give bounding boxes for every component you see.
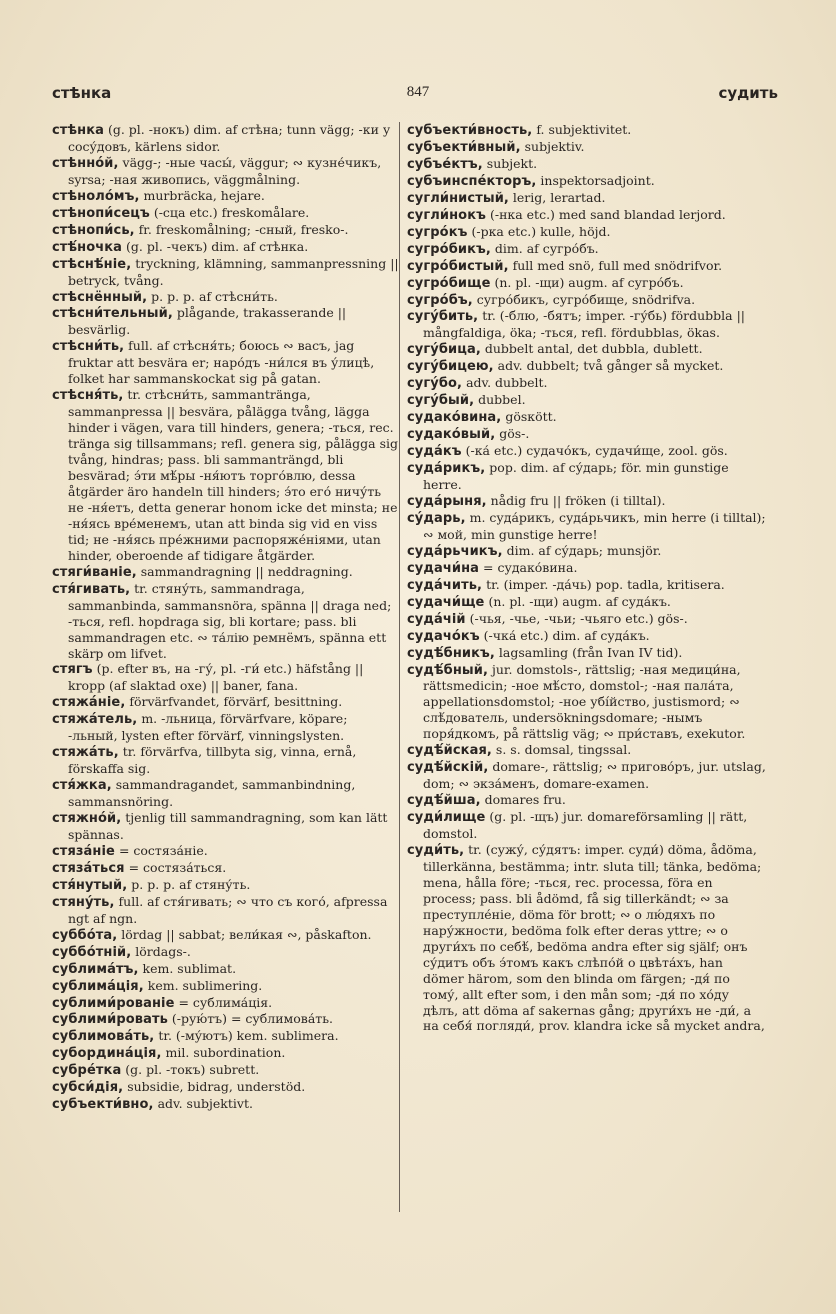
- definition: m. -льница, förvärfvare, köpare; -льный, lysten efter förvärf, vinningslysten.: [68, 711, 348, 744]
- dictionary-entry: [52, 661, 400, 694]
- definition: full med snö, full med snödrifvor.: [508, 257, 723, 273]
- headword: судачи́ще: [407, 594, 485, 610]
- dictionary-entry: [52, 843, 400, 860]
- headword: суда́рыня,: [407, 493, 487, 509]
- dictionary-entry: [52, 1062, 400, 1079]
- definition: domare-, rättslig; ∾ пригово́ръ, jur. utslag, dom; ∾ экза́менъ, domare-examen.: [423, 759, 766, 792]
- headword: сублимова́ть,: [52, 1029, 155, 1045]
- dictionary-entry: [52, 338, 400, 387]
- headword: субре́тка: [52, 1063, 122, 1079]
- dictionary-entry: [52, 1045, 400, 1062]
- definition: nådig fru || fröken (i tilltal).: [486, 492, 666, 508]
- headword: судако́вина,: [407, 410, 502, 426]
- dictionary-entry: [407, 156, 767, 173]
- headword: сугу́бить,: [407, 309, 479, 325]
- headword: сугу́бицею,: [407, 359, 494, 375]
- dictionary-entry: [407, 275, 767, 292]
- definition: mil. subordination.: [161, 1045, 286, 1061]
- definition: lerig, lerartad.: [508, 189, 606, 205]
- definition: subjektiv.: [520, 138, 585, 154]
- headword: сугу́бо,: [407, 376, 463, 392]
- dictionary-entry: [52, 877, 400, 894]
- definition: (-чка́ etc.) dim. af суда́къ.: [479, 627, 650, 643]
- definition: (-рка etc.) kulle, höjd.: [467, 223, 611, 239]
- headword: стягъ: [52, 662, 93, 678]
- definition: lördags-.: [131, 943, 191, 959]
- dictionary-entry: [52, 222, 400, 239]
- dictionary-entry: [52, 777, 400, 810]
- dictionary-entry: [52, 944, 400, 961]
- headword: стѣнопи́сецъ: [52, 205, 150, 221]
- running-head-left: стѣнка: [52, 84, 112, 102]
- dictionary-entry: [52, 205, 400, 222]
- dictionary-entry: [407, 510, 767, 543]
- dictionary-entry: [52, 387, 400, 563]
- dictionary-entry: [52, 239, 400, 256]
- definition: tryckning, klämning, sammanpressning || betryck, tvång.: [68, 255, 399, 288]
- headword: сублима́ція,: [52, 978, 144, 994]
- definition: (g. pl. -чекъ) dim. af стѣнка.: [122, 238, 309, 254]
- right-column: [407, 122, 767, 1034]
- dictionary-entry: [407, 742, 767, 759]
- dictionary-entry: [407, 594, 767, 611]
- headword: субъинспе́кторъ,: [407, 173, 537, 189]
- headword: сублими́ровать: [52, 1012, 168, 1028]
- definition: subjekt.: [482, 155, 538, 171]
- headword: стяза́ться: [52, 860, 125, 876]
- definition: vägg-; -ные часы́, väggur; ∾ кузне́чикъ, syrsa; -ная живопись, väggmålning.: [68, 154, 382, 187]
- headword: субъекти́вность,: [407, 123, 533, 138]
- headword: стяги́ваніе,: [52, 564, 137, 580]
- dictionary-entry: [407, 443, 767, 460]
- dictionary-entry: [52, 810, 400, 843]
- definition: sammandragning || neddragning.: [136, 563, 353, 579]
- definition: tr. стѣсни́ть, sammanträngа, sammanpressa || besvära, pålägga tvång, lägga hinder i vägen, vara till hinders, genera; -ться, rec. tränga sig tillsammans; refl. genera sig, pålägga sig tvång, hindras; pass. bli sammanträngd, bli besvärad; э́ти мѣ́ры -ня́ютъ торго́влю, dessa åtgärder äro handeln till hinders; э́то его́ ничу́ть не -ня́етъ, detta generar honom icke det minsta; не -ня́ясь вре́менемъ, utan att binda sig vid en viss tid; не -ня́ясь пре́жними распоряже́ніями, utan hinder, oberoende af tidigare åtgärder.: [68, 387, 399, 563]
- definition: kem. sublimering.: [143, 977, 263, 993]
- definition: tr. (-блю, -бятъ; imper. -гу́бь) fördubbla || mångfaldiga, öka; -ться, refl. fördubblas, ökas.: [423, 308, 746, 341]
- headword: суббо́та,: [52, 927, 118, 943]
- dictionary-entry: [52, 1096, 400, 1113]
- definition: inspektorsadjoint.: [536, 172, 655, 188]
- dictionary-entry: [407, 341, 767, 358]
- headword: стяза́ніе: [52, 843, 115, 859]
- column-divider: [399, 122, 400, 1212]
- dictionary-entry: [52, 711, 400, 744]
- headword: суда́рьчикъ,: [407, 543, 503, 559]
- definition: dubbelt antal, det dubbla, dublett.: [480, 341, 703, 357]
- headword: субъекти́вный,: [407, 139, 521, 155]
- headword: субъе́ктъ,: [407, 156, 483, 172]
- dictionary-entry: [52, 564, 400, 581]
- definition: tr. förvärfva, tillbyta sig, vinna, ernå, förskaffa sig.: [68, 744, 357, 777]
- dictionary-entry: [407, 611, 767, 628]
- headword: суди́лище: [407, 810, 486, 826]
- dictionary-entry: [407, 662, 767, 743]
- definition: full. af стѣсня́ть; боюсь ∾ васъ, jag fruktar att besvära er; наро́дъ -ни́лся въ у́лицѣ, folket har sammanskockat sig på gatan.: [68, 338, 375, 387]
- dictionary-entry: [52, 1011, 400, 1028]
- definition: (-чья, -чье, -чьи; -чьяго etc.) gös-.: [465, 610, 688, 626]
- headword: стѣнно́й,: [52, 155, 119, 171]
- definition: dim. af сугро́бъ.: [490, 240, 599, 256]
- definition: adv. subjektivt.: [153, 1096, 253, 1112]
- dictionary-entry: [407, 543, 767, 560]
- definition: full. af стя́гивать; ∾ что съ кого́, afpressa ngt af ngn.: [68, 893, 388, 926]
- headword: суди́ть,: [407, 842, 465, 858]
- definition: tr. (imper. -да́чь) pop. tadla, kritisera.: [482, 576, 725, 592]
- headword: стѣноло́мъ,: [52, 188, 140, 204]
- definition: subsidie, bidrag, understöd.: [123, 1079, 306, 1095]
- definition: = сублима́ція.: [174, 994, 273, 1010]
- definition: (p. efter въ, на -гу́, pl. -ги́ etc.) häfstång || kropp (af slaktad oxe) || baner, fana.: [68, 661, 364, 694]
- definition: dim. af су́дарь; munsjör.: [502, 542, 662, 558]
- definition: (-рую́тъ) = сублимова́ть.: [167, 1011, 333, 1027]
- left-column: [52, 122, 400, 1113]
- definition: plågande, trakasserande || besvärlig.: [68, 305, 347, 338]
- headword: судѣ́йскій,: [407, 760, 489, 776]
- dictionary-entry: [407, 241, 767, 258]
- headword: судако́вый,: [407, 427, 496, 443]
- headword: стяжно́й,: [52, 811, 122, 827]
- headword: суда́рикъ,: [407, 461, 486, 477]
- headword: судѣ́йша,: [407, 793, 481, 809]
- definition: jur. domstols-, rättslig; -ная медици́на, rättsmedicin; -ное мѣ́сто, domstol-; -ная пала́та, appellationsdomstol; -ное убі́йство, justismord; ∾ слѣ́дователь, undersökningsdomare; -нымъ поря́дкомъ, på rättslig väg; ∾ при́ставъ, exekutor.: [423, 661, 746, 742]
- headword: суда́чій: [407, 611, 466, 627]
- definition: (-нка etc.) med sand blandad lerjord.: [486, 206, 726, 222]
- definition: lördag || sabbat; вели́кая ∾, påskafton.: [117, 926, 372, 942]
- headword: стѣсни́ть,: [52, 339, 125, 355]
- headword: суда́къ: [407, 444, 462, 460]
- definition: adv. dubbelt.: [462, 375, 548, 391]
- headword: субси́дія,: [52, 1080, 124, 1096]
- dictionary-entry: [52, 995, 400, 1012]
- headword: судѣ́бный,: [407, 662, 489, 678]
- dictionary-entry: [52, 860, 400, 877]
- headword: стѣснённый,: [52, 289, 148, 305]
- definition: lagsamling (från Ivan IV tid).: [494, 644, 683, 660]
- dictionary-entry: [407, 358, 767, 375]
- page-number: 847: [406, 84, 430, 100]
- definition: (-сца etc.) freskomålare.: [149, 204, 310, 220]
- dictionary-entry: [52, 1028, 400, 1045]
- dictionary-entry: [407, 173, 767, 190]
- definition: (n. pl. -щи) augm. af сугро́бъ.: [490, 274, 684, 290]
- dictionary-entry: [52, 694, 400, 711]
- definition: tr. (сужу́, су́дятъ: imper. суди́) döma, ådöma, tillerkänna, bestämma; intr. sluta till; tänka, bedöma; mena, hålla före; -ться, rec. processa, föra en process; pass. bli ådömd, få sig tillerkändt; ∾ за преступле́ніе, döma för brott; ∾ о лю́дяхъ по нару́жности, bedöma folk efter deras yttre; ∾ о други́хъ по себѣ́, bedöma andra efter sig själf; онъ су́дитъ объ э́томъ какъ слѣпо́й о цвѣта́хъ, han dömer härom, som den blinda om färgen; -дя́ по тому́, allt efter som, i den mån som; -дя́ по хо́ду дѣлъ, att döma af sakernas gång; други́хъ не -ди́, a на себя́ погляди́, prov. klandra icke så mycket andra,: [423, 841, 765, 1034]
- definition: tr. стяну́ть, sammandraga, sammanbinda, sammansnöra, spänna || draga ned; -ться, refl. hopdraga sig, bli kortare; pass. bli sammandragen etc. ∾ та́лію ремнёмъ, spänna ett skärp om lifvet.: [68, 580, 392, 661]
- definition: tjenlig till sammandragning, som kan lätt spännas.: [68, 810, 388, 842]
- headword: сублима́тъ,: [52, 961, 139, 977]
- definition: förvärfvandet, förvärf, besittning.: [125, 694, 343, 710]
- definition: murbräcka, hejare.: [139, 187, 265, 203]
- definition: (-ка́ etc.) судачо́къ, судачи́ще, zool. gös.: [461, 443, 728, 459]
- dictionary-entry: [407, 759, 767, 792]
- headword: сугро́бистый,: [407, 258, 509, 274]
- definition: gös-.: [495, 426, 530, 442]
- headword: стяну́ть,: [52, 894, 115, 910]
- headword: сугро́бъ,: [407, 292, 473, 308]
- definition: m. суда́рикъ, суда́рьчикъ, min herre (i tilltal); ∾ мой, min gunstige herre!: [423, 509, 766, 542]
- dictionary-entry: [407, 392, 767, 409]
- dictionary-entry: [407, 809, 767, 842]
- dictionary-entry: [52, 978, 400, 995]
- headword: субордина́ція,: [52, 1046, 162, 1062]
- dictionary-entry: [52, 188, 400, 205]
- dictionary-entry: [407, 139, 767, 156]
- headword: субъекти́вно,: [52, 1097, 154, 1113]
- dictionary-entry: [52, 1079, 400, 1096]
- headword: стя́жка,: [52, 778, 112, 794]
- definition: (g. pl. -токъ) subrett.: [121, 1062, 260, 1078]
- headword: судѣ́бникъ,: [407, 645, 495, 661]
- definition: f. subjektivitet.: [532, 122, 632, 137]
- dictionary-entry: [52, 122, 400, 155]
- dictionary-entry: [407, 792, 767, 809]
- dictionary-entry: [407, 375, 767, 392]
- headword: сугро́бикъ,: [407, 241, 491, 257]
- dictionary-entry: [407, 493, 767, 510]
- dictionary-entry: [407, 292, 767, 309]
- definition: pop. dim. af су́дарь; för. min gunstige herre.: [423, 460, 729, 493]
- headword: сугли́нистый,: [407, 190, 509, 206]
- dictionary-entry: [407, 560, 767, 577]
- dictionary-entry: [407, 409, 767, 426]
- headword: сугли́нокъ: [407, 207, 487, 223]
- dictionary-entry: [52, 256, 400, 289]
- headword: стяжа́ть,: [52, 745, 119, 761]
- dictionary-entry: [52, 961, 400, 978]
- running-head-right: судить: [718, 84, 778, 102]
- headword: сугу́бица,: [407, 342, 481, 358]
- dictionary-entry: [52, 581, 400, 662]
- definition: сугро́бикъ, сугро́бище, snödrifva.: [472, 291, 696, 307]
- headword: сугу́бый,: [407, 393, 475, 409]
- dictionary-entry: [52, 289, 400, 306]
- headword: стя́гивать,: [52, 581, 131, 597]
- dictionary-entry: [407, 308, 767, 341]
- definition: adv. dubbelt; två gånger så mycket.: [493, 358, 724, 374]
- dictionary-entry: [407, 122, 767, 139]
- headword: судачо́къ: [407, 628, 480, 644]
- headword: стѣсня́ть,: [52, 388, 124, 404]
- headword: сублими́рованіе: [52, 995, 175, 1011]
- definition: p. p. p. af стяну́ть.: [127, 876, 251, 892]
- headword: стѣнка: [52, 123, 104, 138]
- definition: gösкött.: [501, 409, 557, 425]
- dictionary-entry: [52, 927, 400, 944]
- dictionary-entry: [407, 577, 767, 594]
- headword: стяжа́ніе,: [52, 695, 126, 711]
- dictionary-entry: [407, 460, 767, 493]
- definition: = состяза́ніе.: [114, 842, 208, 858]
- definition: s. s. domsal, tingssal.: [491, 742, 632, 758]
- dictionary-entry: [407, 207, 767, 224]
- headword: суда́чить,: [407, 577, 483, 593]
- dictionary-entry: [52, 305, 400, 338]
- definition: = состяза́ться.: [124, 859, 227, 875]
- headword: стя́нутый,: [52, 877, 128, 893]
- dictionary-entry: [407, 645, 767, 662]
- dictionary-entry: [52, 155, 400, 188]
- definition: dubbel.: [474, 392, 526, 408]
- dictionary-entry: [407, 842, 767, 1034]
- definition: tr. (-му́ютъ) kem. sublimera.: [154, 1028, 339, 1044]
- definition: (g. pl. -щъ) jur. domareförsamling || rätt, domstol.: [423, 809, 748, 842]
- dictionary-entry: [407, 426, 767, 443]
- definition: fr. freskomålning; -сный, fresko-.: [134, 221, 349, 237]
- headword: стяжа́тель,: [52, 712, 138, 728]
- headword: стѣнопи́сь,: [52, 222, 135, 238]
- headword: су́дарь,: [407, 510, 466, 526]
- dictionary-entry: [52, 894, 400, 927]
- dictionary-entry: [407, 224, 767, 241]
- dictionary-entry: [407, 190, 767, 207]
- definition: domares fru.: [480, 792, 566, 808]
- headword: судѣ́йская,: [407, 743, 492, 759]
- dictionary-entry: [52, 744, 400, 777]
- headword: стѣснѣ́ніе,: [52, 256, 132, 272]
- headword: судачи́на: [407, 560, 480, 576]
- definition: (n. pl. -щи) augm. af суда́къ.: [484, 593, 671, 609]
- headword: сугро́бище: [407, 275, 491, 291]
- definition: p. p. p. af стѣсни́ть.: [147, 288, 278, 304]
- headword: сугро́къ: [407, 224, 468, 240]
- dictionary-entry: [407, 628, 767, 645]
- definition: (g. pl. -нокъ) dim. af стѣна; tunn vägg; -ки у сосу́довъ, kärlens sidor.: [68, 122, 391, 154]
- headword: суббо́тній,: [52, 944, 132, 960]
- headword: стѣ́ночка: [52, 239, 123, 255]
- definition: = судако́вина.: [479, 559, 578, 575]
- dictionary-entry: [407, 258, 767, 275]
- headword: стѣсни́тельный,: [52, 306, 173, 322]
- definition: kem. sublimat.: [138, 960, 237, 976]
- definition: sammandragandet, sammanbindning, sammansnöring.: [68, 777, 356, 810]
